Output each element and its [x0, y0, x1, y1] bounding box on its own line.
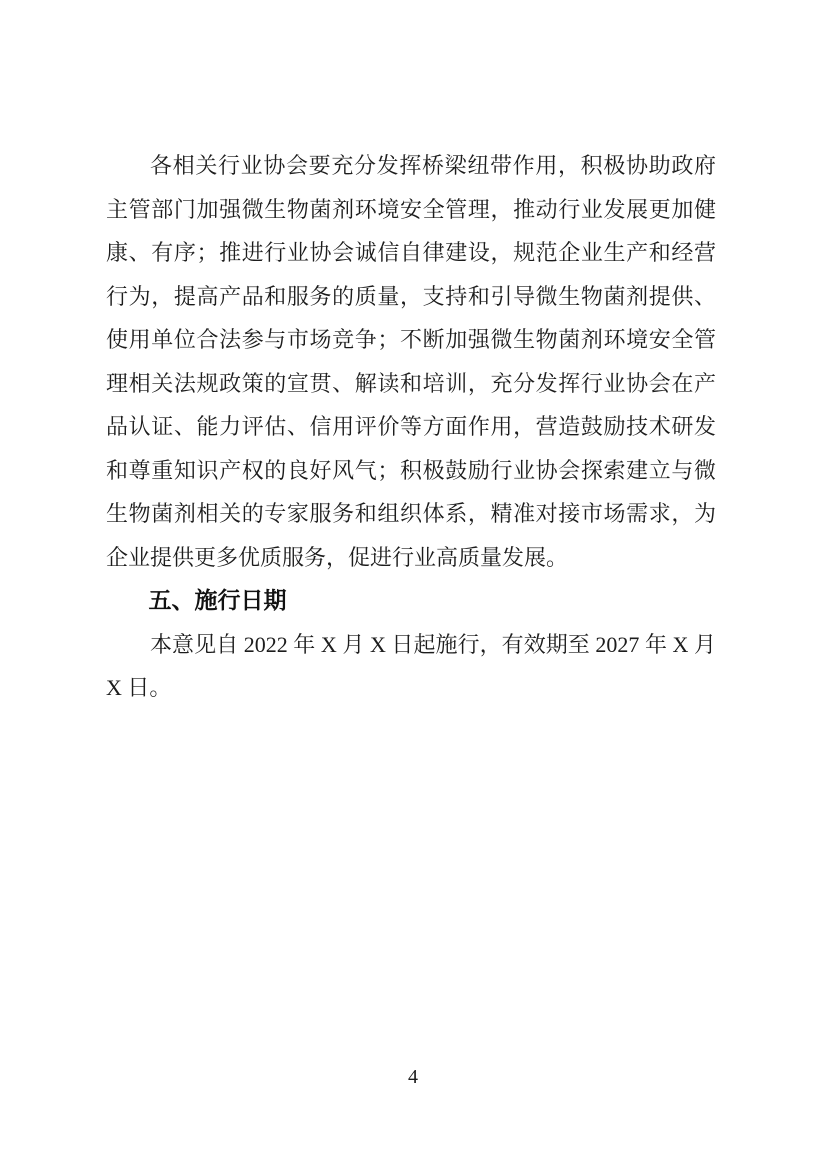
page-number: 4 [408, 1066, 418, 1088]
document-body [106, 144, 716, 710]
body-paragraph-industry-associations: 各相关行业协会要充分发挥桥梁纽带作用，积极协助政府主管部门加强微生物菌剂环境安全管理，推动行业发展更加健康、有序；推进行业协会诚信自律建设，规范企业生产和经营行为，提高产品和服务的质量，支持和引导微生物菌剂提供、使用单位合法参与市场竞争；不断加强微生物菌剂环境安全管理相关法规政策的宣贯、解读和培训，充分发挥行业协会在产品认证、能力评估、信用评价等方面作用，营造鼓励技术研发和尊重知识产权的良好风气；积极鼓励行业协会探索建立与微生物菌剂相关的专家服务和组织体系，精准对接市场需求，为企业提供更多优质服务，促进行业高质量发展。 [106, 153, 716, 570]
section-heading-implementation-date: 五、施行日期 [148, 587, 287, 613]
body-paragraph-effective-date: 本意见自 2022 年 X 月 X 日起施行，有效期至 2027 年 X 月 X 日。 [106, 631, 716, 700]
